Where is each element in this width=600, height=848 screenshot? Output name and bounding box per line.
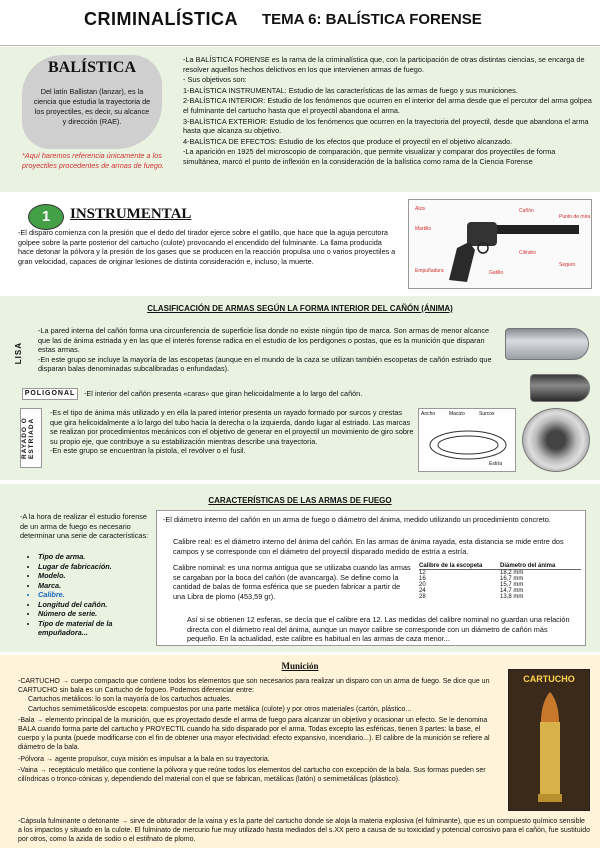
calibre-definition: -El diámetro interno del cañón en un arma de fuego o diámetro del ánima, medido utilizando un procedimiento concreto.: [163, 515, 551, 524]
rifling-diagram: [418, 408, 516, 472]
caracteristicas-list: [30, 552, 150, 638]
table-cell: 16,7 mm: [500, 576, 524, 582]
municion-title: Munición: [281, 661, 319, 671]
objective-exterior: 3-BALÍSTICA EXTERIOR: Estudio de los fenómenos que ocurren en la trayectoria del proyectil, desde que abandona el arma hasta que alcanza su objetivo.: [183, 116, 589, 136]
rifling-label-macizo: Macizo: [449, 411, 465, 417]
balistica-definition: Del latín Ballistan (lanzar), es la ciencia que estudia la trayectoria de los proyectiles, es decir, su alcance y dirección (RAE).: [33, 87, 151, 126]
cartucho-diagram: [508, 669, 590, 811]
forensic-definition: -La BALÍSTICA FORENSE es la rama de la criminalística que, con la participación de otras distintas ciencias, se encarga de resolver aquellos hechos delictivos en los que intervienen armas de fuego.: [183, 55, 585, 74]
table-cell: 16: [419, 576, 426, 582]
revolver-diagram: [408, 199, 592, 289]
section-number-badge: 1: [28, 204, 64, 230]
table-cell: 15,7 mm: [500, 582, 524, 588]
table-header: [419, 563, 581, 570]
clasificacion-section: [0, 296, 600, 480]
caracteristicas-section: [0, 484, 600, 652]
municion-section: [0, 655, 600, 848]
table-cell: 12: [419, 570, 426, 576]
table-header-cell: Calibre de la escopeta: [419, 563, 483, 569]
calibre-real: Calibre real: es el diámetro interno del ánima del cañón. En las armas de ánima rayada, esta distancia se mide entre dos campos y se corresponde con el diámetro del proyectil disparado medido de estría a estría.: [173, 537, 564, 556]
poligonal-label: POLIGONAL: [22, 388, 78, 400]
table-cell: 13,8 mm: [500, 594, 524, 600]
table-header-cell: Diámetro del ánima: [500, 563, 556, 569]
objectives-heading: - Sus objetivos son:: [183, 75, 247, 85]
rifling-label-ancho: Ancho: [421, 411, 436, 417]
gun-label-canon: Cañón: [519, 208, 534, 214]
list-item: • Número de serie.: [38, 609, 150, 619]
cartridge-icon: [535, 692, 565, 804]
municion-text: [18, 677, 500, 786]
calibre-nominal: Calibre nominal: es una norma antigua que se utilizaba cuando las armas se cargaban por la boca del cañón (de avancarga). Se define como la cantidad de balas de forma esférica que se pueden fabricar a partir de una Libra de plomo (453,59 gr).: [173, 563, 411, 601]
cartucho-semimetalico: Cartuchos semimetálicos/de escopeta: compuestos por una parte metálica (culote) y por otros materiales (cartón, plástico...: [28, 705, 412, 713]
objective-interior: 2-BALÍSTICA INTERIOR: Estudio de los fenómenos que ocurren en el interior del arma desde que el percutor del arma golpea el fulminante del cartucho hasta que el proyectil abandona el arma.: [183, 96, 592, 115]
lisa-text: [38, 326, 498, 374]
lisa-label: LISA: [14, 342, 23, 365]
lisa-shotguns: -En este grupo se incluye la mayoría de las escopetas (aunque en el mundo de la caza se utilizan también escopetas de cañón estriado que disparan balas denominadas subcalibradas o enfundadas).: [38, 354, 492, 373]
rayado-label: RAYADO O ESTRIADA: [20, 408, 42, 468]
polvora-definition: -Pólvora → agente propulsor, cuya misión es impulsar a la bala en su trayectoria.: [18, 755, 270, 763]
objective-instrumental: 1-BALÍSTICA INSTRUMENTAL: Estudio de las características de las armas de fuego y sus municiones.: [183, 85, 518, 95]
cartucho-definition: -CARTUCHO → cuerpo compacto que contiene todos los elementos que son necesarios para realizar un disparo con un arma de fuego. Se dice que un CARTUCHO sin bala es un Cartucho de fogueo. Podemos diferenciar entre:: [18, 678, 490, 695]
capsula-definition: -Cápsula fulminante o detonante → sirve de obturador de la vaina y es la parte del cartucho donde se aloja la materia explosiva (el fulminante), que es un compuesto químico sensible a los impactos y situado en la culote. El fulminato de mercurio fue muy utilizado hasta mediados del s.XX pero a causa de su toxicidad y potencial corrosivo para el cañón, fue sustituido por otros, como la azida de sodio o el estifnato de plomo.: [18, 818, 590, 844]
gun-label-gatillo: Gatillo: [489, 270, 504, 276]
calibre-table: [419, 563, 581, 600]
calibre-card: [156, 510, 586, 646]
balistica-title: BALÍSTICA: [47, 59, 137, 76]
page-header: [0, 0, 600, 46]
list-item: • Calibre.: [38, 590, 150, 600]
caracteristicas-intro: -A la hora de realizar el estudio forense de un arma de fuego es necesario determinar una serie de características:: [20, 512, 149, 540]
rifling-label-surcos: Surcos: [479, 411, 495, 417]
table-cell: 28: [419, 594, 426, 600]
table-cell: 18,2 mm: [500, 570, 524, 576]
rayado-text: [50, 408, 415, 456]
table-cell: 20: [419, 582, 426, 588]
microscope-history: -La aparición en 1925 del microscopio de comparación, que permite visualizar y comparar dos proyectiles de forma simultánea, marcó el punto de inflexión en la consideración de la balística como rama de la Ciencia Forense: [183, 147, 556, 166]
gun-label-empunadura: Empuñadura: [415, 268, 444, 274]
scope-note: *Aquí haremos referencia únicamente a los proyectiles procedentes de armas de fuego.: [22, 151, 164, 170]
table-cell: 14,7 mm: [500, 588, 524, 594]
smooth-barrel-photo: [505, 328, 589, 360]
polygonal-barrel-photo: [530, 374, 590, 402]
caracteristicas-title: CARACTERÍSTICAS DE LAS ARMAS DE FUEGO: [208, 496, 392, 505]
list-item: • Longitud del cañón.: [38, 600, 150, 610]
lisa-description: -La pared interna del cañón forma una circunferencia de superficie lisa donde no existe ningún tipo de marca. Son armas de menor alcance que las de ánima estriada y en las que el interés forense radica en el estudio de los perdigones o postas, que es la munición que disparan estas armas.: [38, 326, 490, 354]
gun-label-cilindro: Cilindro: [519, 250, 536, 256]
bala-definition: -Bala → elemento principal de la munición, que es proyectado desde el arma de fuego para alcanzar un objetivo y ocasionar un efecto. Se le denomina BALA cuando forma parte del cartucho y PROYECTIL cuando ha sido disparado por el arma. Todas excepto las esféricas, tienen 3 partes: la base, el cuerpo y la punta (puede modificarse con el fin de obtener una mayor efectividad: efecto expansivo, incendiario...). El calibre de la munición se refiere al diámetro de la bala.: [18, 716, 490, 752]
list-item: • Tipo de material de la empuñadora...: [38, 619, 150, 638]
balistica-text: [183, 55, 593, 168]
cartucho-label: CARTUCHO: [523, 674, 575, 684]
list-item: • Lugar de fabricación.: [38, 562, 150, 572]
rifling-label-estria: Estría: [489, 461, 503, 467]
topic-title: TEMA 6: BALÍSTICA FORENSE: [262, 11, 482, 28]
instrumental-text: -El disparo comienza con la presión que el dedo del tirador ejerce sobre el gatillo, que hace que la aguja percutora golpee sobre la parte posterior del cartucho (culote) provocando el encendido del fulminante. La llama producida hace detonar la pólvora y la presión de los gases que se producen en la reacción propulsa uno o varios proyectiles a gran velocidad, capaces de originar lesiones de distinta consideración e, incluso, la muerte.: [18, 228, 396, 266]
rifled-barrel-photo: [522, 408, 590, 472]
list-item: • Marca.: [38, 581, 150, 591]
objective-efectos: 4-BALÍSTICA DE EFECTOS: Estudio de los efectos que produce el proyectil en el objetivo alcanzado.: [183, 136, 513, 146]
poligonal-text: -El interior del cañón presenta «caras» que giran helicoidalmente a lo largo del cañón.: [84, 389, 363, 398]
rayado-weapons: -En este grupo se encuentran la pistola, el revólver o el fusil.: [50, 446, 246, 455]
list-item: • Modelo.: [38, 571, 150, 581]
calibre-example: Así si se obtienen 12 esferas, se decía que el calibre era 12. Las medidas del calibre nominal no guardan una relación directa con el diámetro real del ánima, aunque un mayor calibre se corresponde con un diámetro de cañón más pequeño. En la actualidad, este calibre es habitual en las armas de caza menor...: [187, 615, 570, 643]
table-row: [419, 594, 581, 600]
clasificacion-title: CLASIFICACIÓN DE ARMAS SEGÚN LA FORMA INTERIOR DEL CAÑÓN (ÁNIMA): [147, 304, 453, 313]
cartucho-metalico: Cartuchos metálicos: lo son la mayoría de los cartuchos actuales.: [28, 696, 232, 704]
balistica-definition-card: [22, 55, 162, 149]
gun-label-martillo: Martillo: [415, 226, 432, 232]
rifling-icon: [419, 409, 517, 473]
subject-title: CRIMINALÍSTICA: [84, 9, 238, 29]
gun-label-seguro: Seguro: [559, 262, 576, 268]
vaina-definition: -Vaina → receptáculo metálico que contiene la pólvora y que reúne todos los elementos del cartucho con excepción de la bala. Sus formas pueden ser cilíndricas o tronco-cónicas y, dependiendo del material con el que se fabrican, metálicas (latón) o semimetálicas (plástico).: [18, 766, 486, 784]
balistica-section: [0, 47, 600, 192]
instrumental-title: INSTRUMENTAL: [70, 206, 192, 222]
list-item: • Tipo de arma.: [38, 552, 150, 562]
gun-label-alza: Alza: [415, 206, 425, 212]
gun-label-punto-de-mira: Punto de mira: [559, 214, 591, 220]
rayado-description: -Es el tipo de ánima más utilizado y en ella la pared interior presenta un rayado formado por surcos y crestas que gira helicoidalmente a lo largo del tubo hacia la derecha o la izquierda, dando lugar al estriado. Las marcas se realizan por procedimientos mecánicos con el objetivo de generar en el proyectil un movimiento de giro sobre su propio eje, que contribuye a su estabilización mientras describe una trayectoria.: [50, 408, 414, 446]
table-cell: 24: [419, 588, 426, 594]
